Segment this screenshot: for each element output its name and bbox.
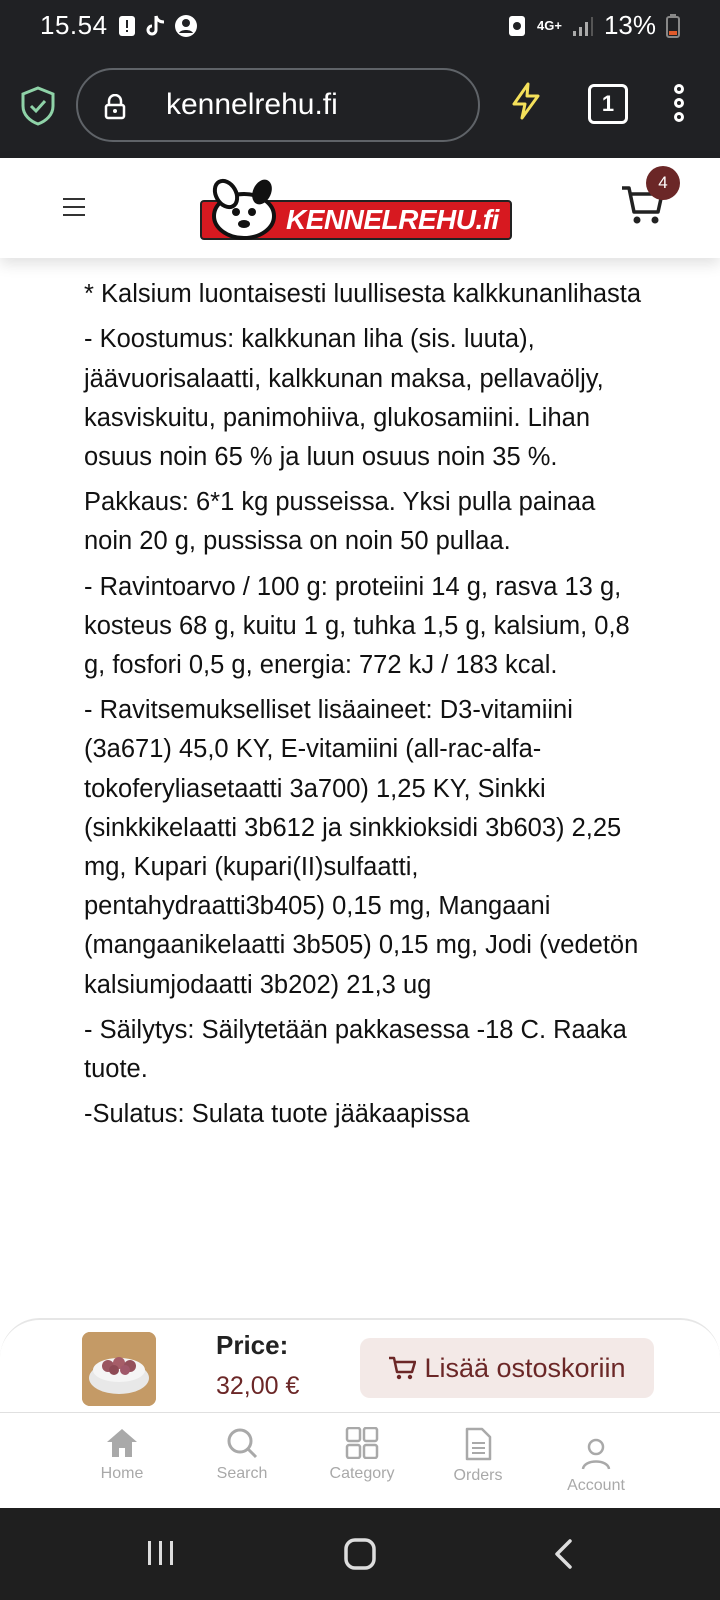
description-line: - Ravitsemukselliset lisäaineet: D3-vitamiini (3a671) 45,0 KY, E-vitamiini (all-rac-alfa-tokoferyliasetaatti 3a700) 1,25 KY, Sinkki (sinkkikelaatti 3b612 ja sinkkioksidi 3b603) 2,25 mg, Kupari (kupari(II)sulfaatti, pentahydraatti3b405) 0,15 mg, Mangaani (mangaanikelaatti 3b505) 0,15 mg, Jodi (vedetön kalsiumjodaatti 3b202) 21,3 ug <box>84 696 639 999</box>
browser-toolbar <box>0 52 720 158</box>
logo-text: KENNELREHU.fi <box>286 204 499 235</box>
bolt-icon[interactable] <box>510 82 542 120</box>
description-line: - Ravintoarvo / 100 g: proteiini 14 g, rasva 13 g, kosteus 68 g, kuitu 1 g, tuhka 1,5 g, kalsium, 0,8 g, fosfori 0,5 g, energia: 772 kJ / 183 kcal. <box>84 572 630 680</box>
description-line: - Säilytys: Säilytetään pakkasessa -18 C. Raaka tuote. <box>84 1015 627 1084</box>
battery-icon <box>666 14 680 38</box>
battery-percent: 13% <box>603 10 656 40</box>
add-to-cart-button[interactable] <box>360 1338 654 1398</box>
home-button-icon[interactable] <box>344 1538 376 1570</box>
add-to-cart-label: Lisää ostoskoriin <box>424 1352 626 1383</box>
document-icon <box>461 1427 495 1461</box>
alert-icon <box>118 15 136 37</box>
status-right <box>507 10 680 41</box>
nav-category-label: Category <box>329 1465 395 1482</box>
nav-account-label: Account <box>567 1477 625 1494</box>
description-line: Pakkaus: 6*1 kg pusseissa. Yksi pulla painaa noin 20 g, pussissa on noin 50 pullaa. <box>84 488 596 556</box>
network-type: 4G+ <box>537 18 562 33</box>
user-icon <box>579 1437 613 1471</box>
description-line: * Kalsium luontaisesti luullisesta kalkkunanlihasta <box>84 280 642 309</box>
search-icon <box>225 1427 259 1459</box>
site-header <box>0 158 720 258</box>
status-bar <box>0 0 720 52</box>
bottom-navigation <box>0 1412 720 1508</box>
nav-category[interactable] <box>302 1427 422 1483</box>
status-time: 15.54 <box>40 10 108 40</box>
price-label: Price: <box>216 1330 289 1360</box>
nav-search-label: Search <box>216 1465 268 1482</box>
price-value: 32,00 € <box>216 1372 300 1400</box>
address-bar[interactable] <box>76 68 480 142</box>
nav-orders-label: Orders <box>453 1467 503 1484</box>
signal-icon <box>572 15 594 37</box>
food-bowl-image <box>82 1332 156 1406</box>
dog-mascot-icon <box>204 174 284 242</box>
grid-icon <box>345 1427 379 1459</box>
url-text[interactable]: kennelrehu.fi <box>166 88 338 121</box>
site-logo[interactable] <box>200 174 512 242</box>
back-icon[interactable] <box>552 1538 574 1570</box>
product-thumbnail[interactable] <box>82 1332 156 1406</box>
tab-switcher-button[interactable]: 1 <box>588 84 628 124</box>
description-line: -Sulatus: Sulata tuote jääkaapissa <box>84 1100 470 1129</box>
data-saver-icon <box>507 14 527 38</box>
hamburger-menu-icon[interactable] <box>63 198 85 222</box>
tiktok-icon <box>144 14 166 38</box>
description-line: - Koostumus: kalkkunan liha (sis. luuta), jäävuorisalaatti, kalkkunan maksa, pellavaöljy, kasviskuitu, panimohiiva, glukosamiini. Lihan osuus noin 65 % ja luun osuus noin 35 %. <box>84 325 604 472</box>
nav-home-label: Home <box>100 1465 144 1482</box>
shield-icon[interactable] <box>20 86 56 126</box>
cart-count-badge: 4 <box>646 166 680 200</box>
account-status-icon <box>174 14 198 38</box>
nav-home[interactable] <box>62 1427 182 1483</box>
product-description <box>84 230 644 1140</box>
product-purchase-bar <box>0 1318 720 1412</box>
home-icon <box>105 1427 139 1459</box>
system-navigation-bar <box>0 1508 720 1600</box>
nav-search[interactable] <box>182 1427 302 1483</box>
lock-icon[interactable] <box>104 94 126 120</box>
notification-icons <box>118 14 198 38</box>
recent-apps-icon[interactable] <box>146 1538 176 1568</box>
nav-orders[interactable] <box>418 1427 538 1485</box>
nav-account[interactable] <box>536 1437 656 1495</box>
cart-icon <box>388 1355 416 1381</box>
more-menu-icon[interactable] <box>674 84 688 126</box>
